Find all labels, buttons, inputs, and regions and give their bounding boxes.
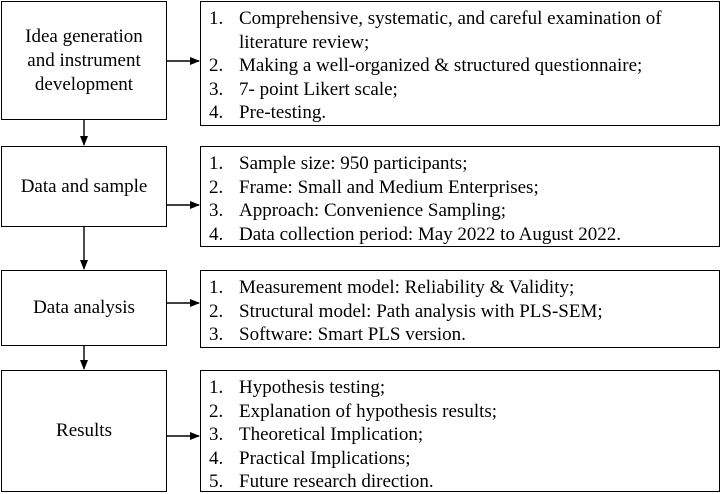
item-text: Pre-testing. [239,102,327,123]
stage-box-data-and-sample [1,146,167,227]
detail-box-idea-generation [200,1,720,126]
stage-label: Data analysis [33,297,135,318]
list-item [209,447,719,471]
detail-list [209,376,719,494]
item-number: 1. [209,277,224,298]
item-number: 3. [209,424,224,445]
item-text: Sample size: 950 participants; [239,153,468,174]
list-item [209,54,719,78]
detail-box-results [200,370,720,492]
item-text: Approach: Convenience Sampling; [239,200,506,221]
detail-list [209,7,719,125]
item-text: Comprehensive, systematic, and careful examination of literature review; [239,8,662,53]
item-text: 7- point Likert scale; [239,78,398,100]
list-item [209,199,719,223]
list-item [209,176,719,200]
item-text: Practical Implications; [239,447,411,469]
item-number: 4. [209,102,224,123]
stage-label: Idea generation and instrument development [25,25,143,95]
stage-box-idea-generation [1,1,167,120]
item-number: 1. [209,153,224,174]
list-item [209,323,719,347]
item-number: 5. [209,471,224,492]
stage-label: Results [56,420,112,441]
item-text: Hypothesis testing; [239,377,386,398]
list-item [209,223,719,247]
item-number: 4. [209,223,224,245]
detail-box-data-analysis [200,270,720,348]
list-item [209,376,719,400]
detail-box-data-and-sample [200,146,720,247]
list-item [209,101,719,125]
item-number: 4. [209,447,224,469]
item-text: Structural model: Path analysis with PLS-SEM; [239,300,603,322]
item-number: 1. [209,8,224,29]
item-text: Explanation of hypothesis results; [239,400,498,422]
item-number: 2. [209,176,224,198]
item-number: 1. [209,377,224,398]
list-item [209,7,719,54]
list-item [209,152,719,176]
list-item [209,78,719,102]
item-text: Measurement model: Reliability & Validity; [239,277,575,298]
item-number: 3. [209,324,224,345]
stage-label: Data and sample [20,175,148,197]
item-text: Future research direction. [239,471,434,492]
detail-list [209,152,719,246]
item-text: Software: Smart PLS version. [239,324,466,345]
item-number: 3. [209,200,224,221]
list-item [209,300,719,324]
stage-box-results [1,370,167,492]
list-item [209,423,719,447]
detail-list [209,276,719,347]
item-text: Theoretical Implication; [239,424,424,445]
item-text: Data collection period: May 2022 to August 2022. [239,223,622,245]
item-number: 3. [209,78,224,100]
list-item [209,276,719,300]
item-number: 2. [209,400,224,422]
item-text: Making a well-organized & structured questionnaire; [239,55,643,76]
list-item [209,400,719,424]
item-text: Frame: Small and Medium Enterprises; [239,176,539,198]
item-number: 2. [209,55,224,76]
item-number: 2. [209,300,224,322]
stage-box-data-analysis [1,270,167,346]
list-item [209,470,719,494]
